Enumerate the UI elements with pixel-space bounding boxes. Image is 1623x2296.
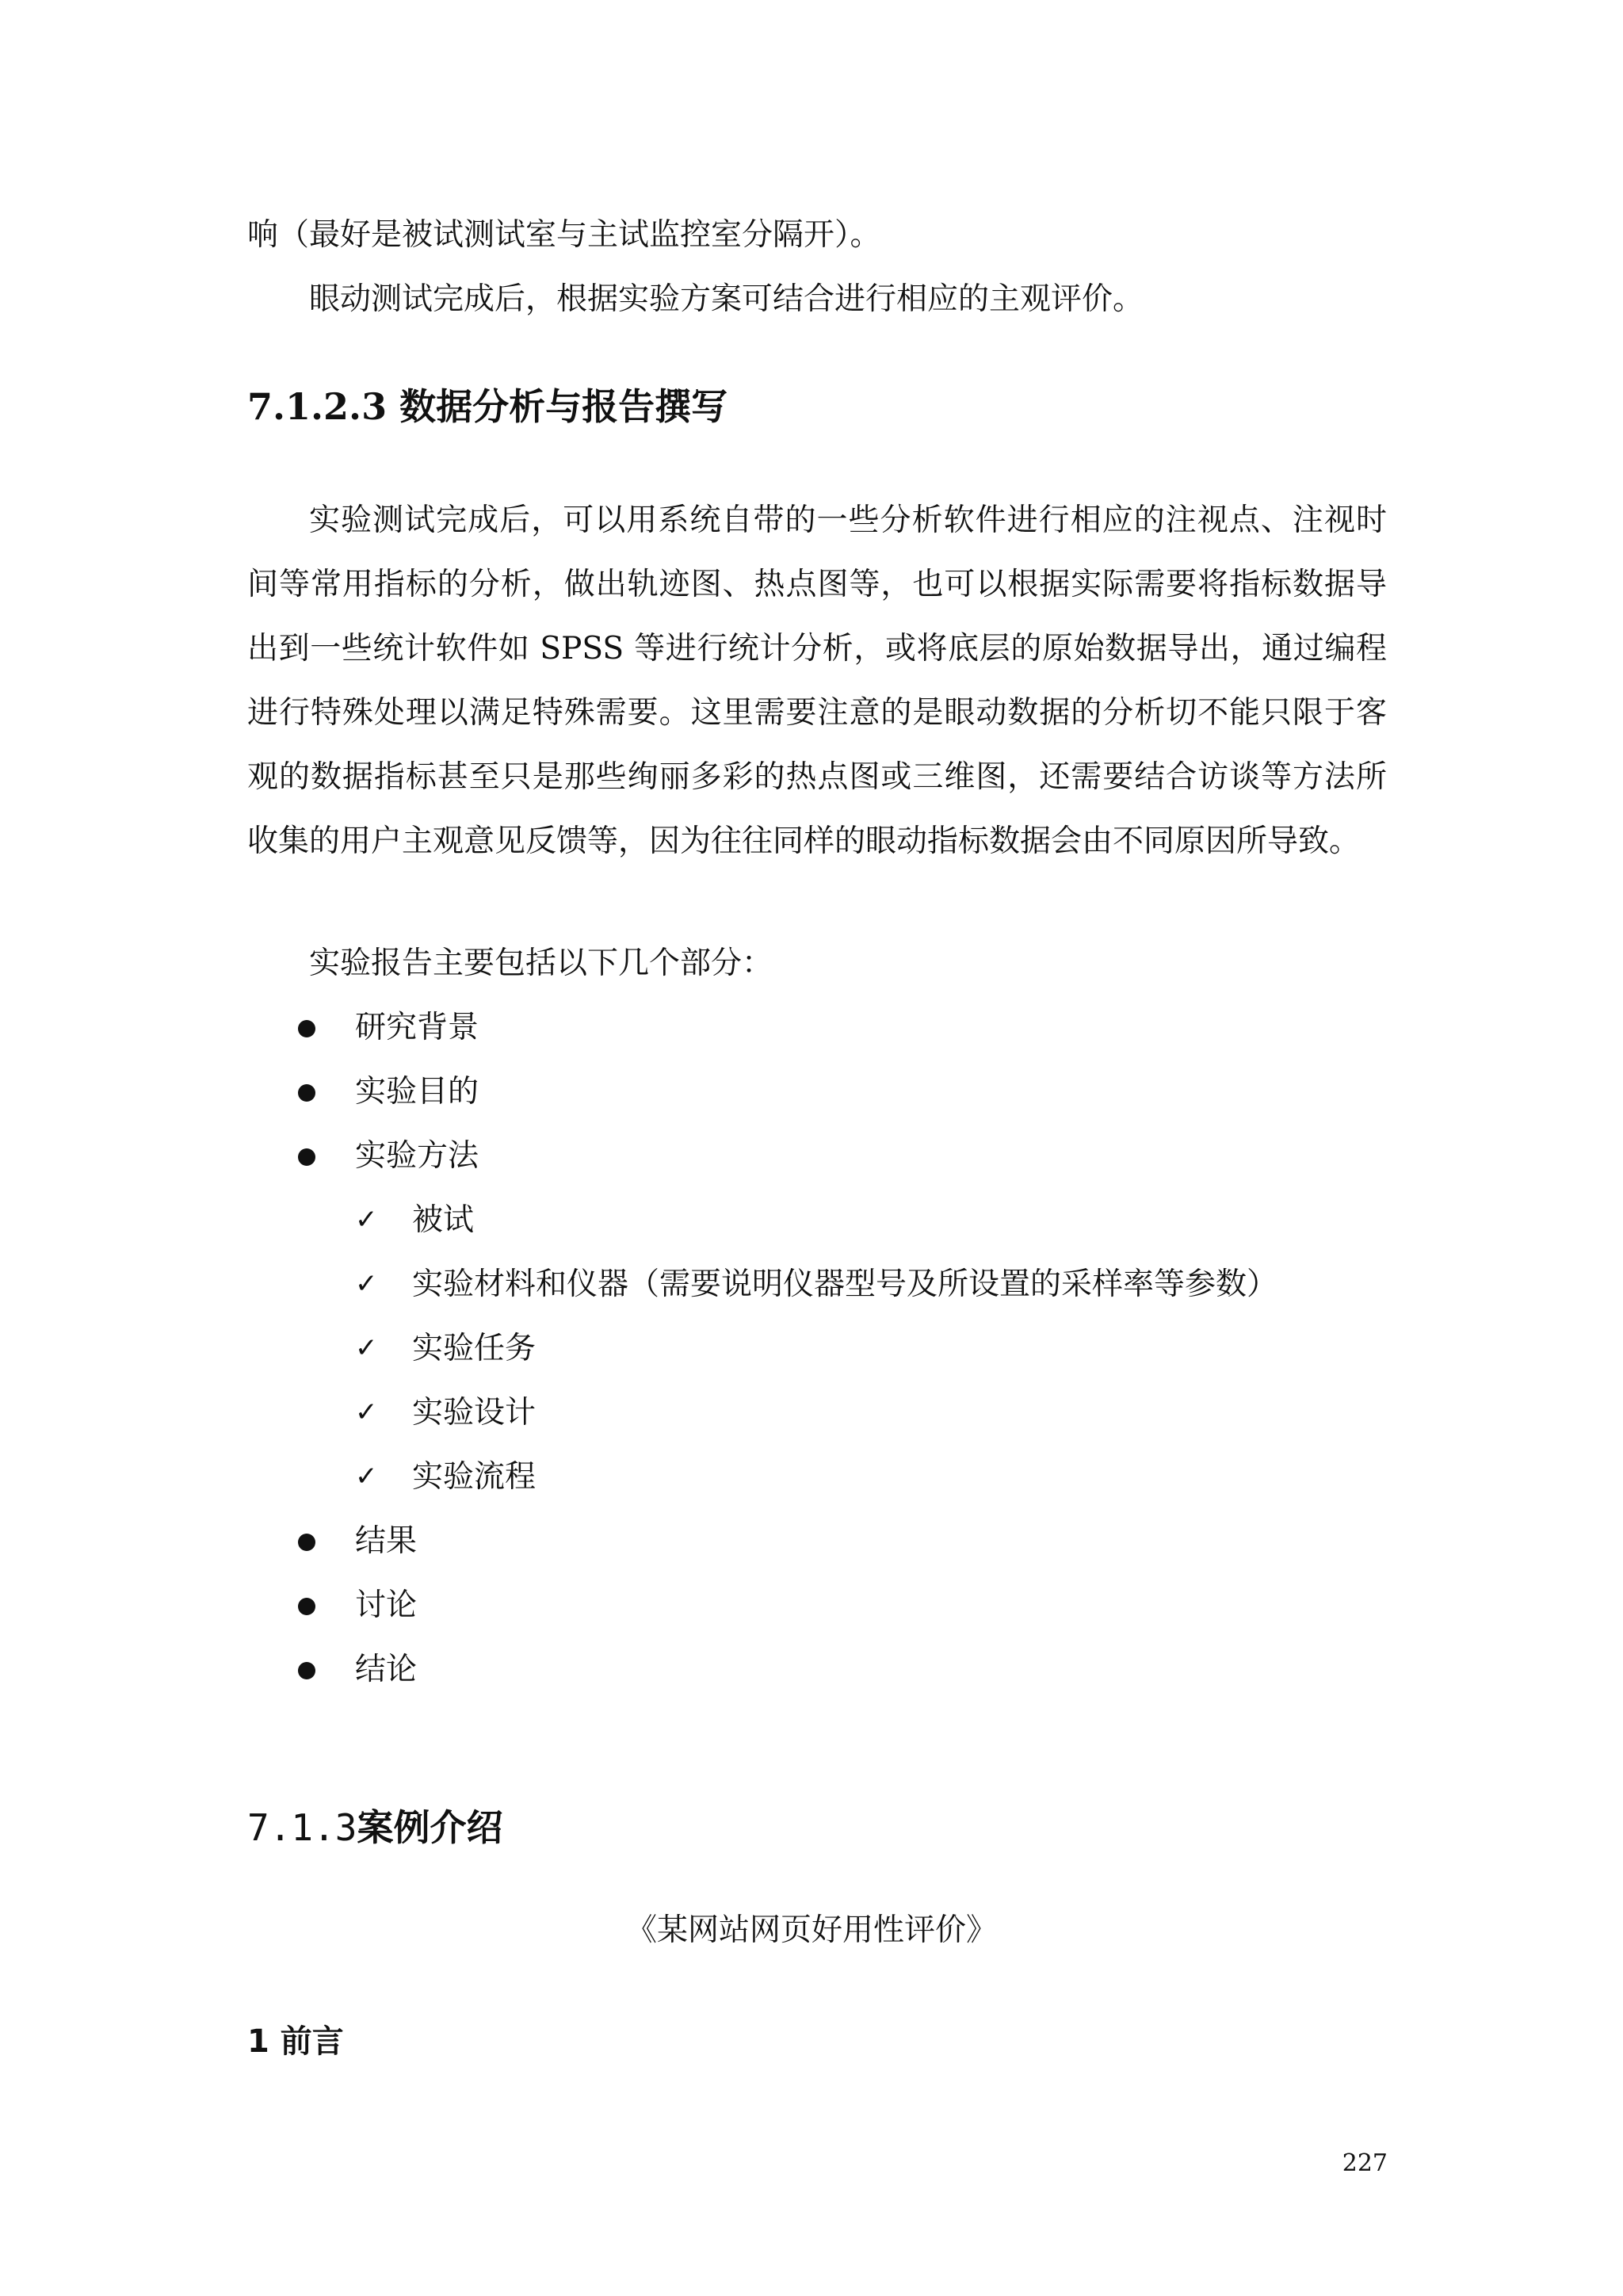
page-number: 227	[1342, 2149, 1388, 2177]
section-number: 7.1.3	[247, 1806, 357, 1849]
bullet-dot-icon	[298, 1534, 315, 1551]
list-item	[0, 1509, 1623, 1573]
checkmark-icon: ✓	[355, 1332, 378, 1364]
section-title: 案例介绍	[357, 1806, 503, 1849]
case-title: 《某网站网页好用性评价》	[625, 1912, 997, 1948]
list-item-label: 讨论	[355, 1587, 418, 1623]
sub-list-item-label: 实验设计	[412, 1395, 537, 1431]
checkmark-icon: ✓	[355, 1268, 378, 1300]
checkmark-icon: ✓	[355, 1396, 378, 1428]
sub-list-item	[0, 1316, 1623, 1381]
section-heading-7-1-2-3: 7.1.2.3 数据分析与报告撰写	[247, 385, 728, 428]
sub-list-item	[0, 1188, 1623, 1252]
sub-list-item	[0, 1381, 1623, 1445]
sub-list-item-label: 实验流程	[412, 1459, 537, 1495]
list-item	[0, 1637, 1623, 1702]
section-heading-7-1-3	[247, 1804, 502, 1851]
section-heading-1-preface: 1 前言	[247, 2023, 344, 2060]
bullet-dot-icon	[298, 1598, 315, 1615]
list-item	[0, 1124, 1623, 1188]
sub-list-item-label: 实验任务	[412, 1331, 537, 1366]
list-item-label: 结论	[355, 1652, 418, 1687]
sub-list-item	[0, 1445, 1623, 1509]
list-item	[0, 1573, 1623, 1637]
sub-list-item-label: 被试	[412, 1202, 475, 1238]
bullet-dot-icon	[298, 1020, 315, 1037]
list-item-label: 结果	[355, 1523, 418, 1559]
report-parts-list	[0, 995, 1623, 1702]
list-item	[0, 1060, 1623, 1124]
list-item	[0, 995, 1623, 1060]
checkmark-icon: ✓	[355, 1204, 378, 1236]
sub-list-item	[0, 1252, 1623, 1316]
list-item-label: 研究背景	[355, 1010, 479, 1045]
paragraph-report-intro: 实验报告主要包括以下几个部分：	[309, 946, 773, 981]
list-item-label: 实验目的	[355, 1074, 479, 1110]
paragraph-continued: 响（最好是被试测试室与主试监控室分隔开）。	[247, 217, 881, 253]
checkmark-icon: ✓	[355, 1461, 378, 1492]
sub-list-item-label: 实验材料和仪器（需要说明仪器型号及所设置的采样率等参数）	[412, 1266, 1278, 1302]
paragraph-subjective-evaluation: 眼动测试完成后，根据实验方案可结合进行相应的主观评价。	[309, 281, 1144, 317]
paragraph-data-analysis: 实验测试完成后，可以用系统自带的一些分析软件进行相应的注视点、注视时间等常用指标的分析，做出轨迹图、热点图等，也可以根据实际需要将指标数据导出到一些统计软件如 SPSS 等进行统计分析，或将底层的原始数据导出，通过编程进行特殊处理以满足特殊需要。这里需要注意的是眼动数据的分析切不能只限于客观的数据指标甚至只是那些绚丽多彩的热点图或三维图，还需要结合访谈等方法所收集的用户主观意见反馈等，因为往往同样的眼动指标数据会由不同原因所导致。	[247, 502, 1387, 859]
bullet-dot-icon	[298, 1662, 315, 1679]
bullet-dot-icon	[298, 1148, 315, 1166]
bullet-dot-icon	[298, 1084, 315, 1102]
list-item-label: 实验方法	[355, 1138, 479, 1174]
